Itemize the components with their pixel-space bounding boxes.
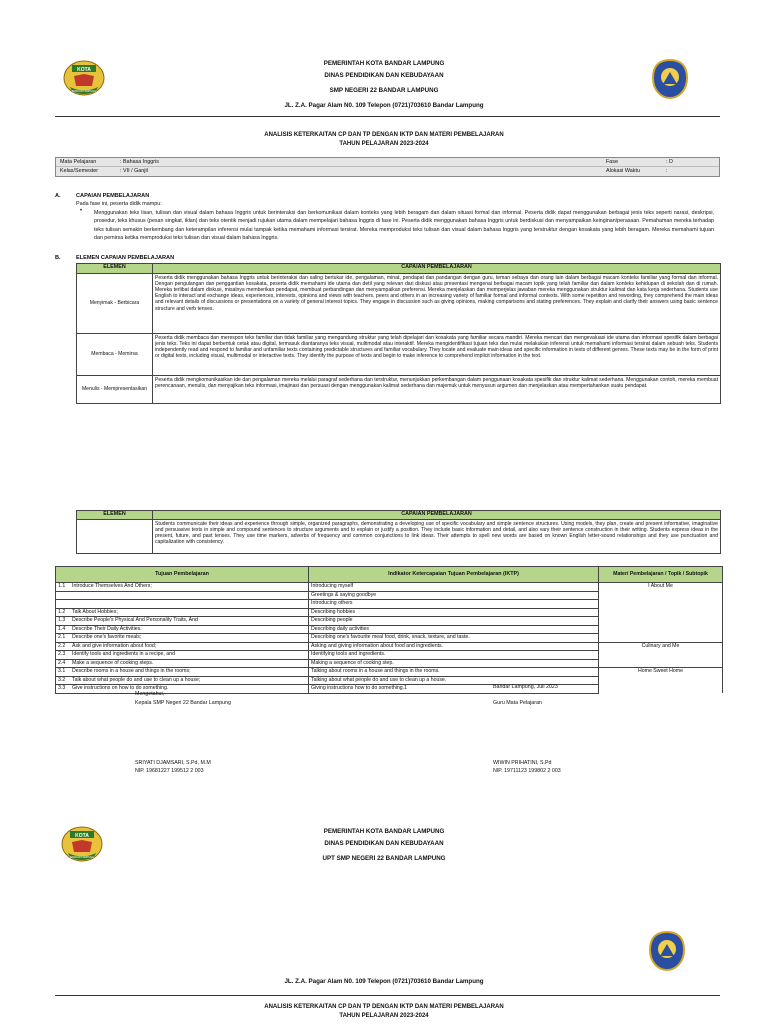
tp-number: 1.4 xyxy=(58,625,66,632)
tp-number: 1.2 xyxy=(58,608,66,615)
materi-cell: Culinary and Me xyxy=(599,642,723,651)
tp-number: 2.2 xyxy=(58,642,66,649)
iktp-cell: Describing one's favourite meal food, drink, snack, texture, and taste. xyxy=(309,634,599,643)
iktp-cell: Making a sequence of cooking step. xyxy=(309,659,599,668)
tp-iktp-table xyxy=(55,566,723,694)
tp-table-row xyxy=(56,600,723,609)
tp-table-body xyxy=(56,583,723,694)
subject-label: Mata Pelajaran xyxy=(60,158,97,165)
tp-number: 3.3 xyxy=(58,685,66,691)
iktp-cell: Greetings & saying goodbye xyxy=(309,591,599,600)
page2-divider xyxy=(55,995,720,996)
sign-teacher-nip: NIP. 19711123 199802 2 003 xyxy=(493,768,561,774)
tp-text: Give instructions on how to do something. xyxy=(72,685,169,691)
tp-number: 2.4 xyxy=(58,659,66,666)
tp-number: 3.1 xyxy=(58,668,66,674)
section-b-letter: B. xyxy=(55,255,61,261)
section-a-letter: A. xyxy=(55,193,61,199)
tp-table-row xyxy=(56,583,723,592)
iktp-cell: Describing daily activities xyxy=(309,625,599,634)
materi-cell: I About Me xyxy=(599,583,723,592)
sign-headmaster-title: Kepala SMP Negeri 22 Bandar Lampung xyxy=(135,700,231,706)
header-address: JL. Z.A. Pagar Alam N0. 109 Telepon (0721)703610 Bandar Lampung xyxy=(284,102,484,109)
page2-header-line-2: DINAS PENDIDIKAN DAN KEBUDAYAAN xyxy=(324,840,444,847)
tp-cell xyxy=(56,634,309,643)
iktp-cell: Introducing others xyxy=(309,600,599,609)
cp-elements-table xyxy=(76,263,721,404)
tp-table-row xyxy=(56,651,723,660)
sign-known: Mengetahui, xyxy=(135,691,165,697)
materi-cell xyxy=(599,634,723,643)
header-line-2: DINAS PENDIDIKAN DAN KEBUDAYAAN xyxy=(324,72,444,79)
tp-text: Talk About Hobbies; xyxy=(72,608,118,615)
tp-table-row xyxy=(56,625,723,634)
tp-text: Talk about what people do and use to clean up a house; xyxy=(72,676,201,683)
page2-header-line-1: PEMERINTAH KOTA BANDAR LAMPUNG xyxy=(323,828,445,835)
tp-cell xyxy=(56,685,309,694)
smp-emblem-logo-page2 xyxy=(648,930,686,972)
page2-header-line-3: UPT SMP NEGERI 22 BANDAR LAMPUNG xyxy=(322,855,446,862)
materi-cell xyxy=(599,651,723,660)
tp-number: 2.3 xyxy=(58,651,66,657)
cp-text-cell: Peserta didik mengkomunikasikan ide dan pengalaman mereka melalui paragraf sederhana dan terstruktur, menunjukkan perkembangan dalam penggunaan kosakata spesifik dan struktur kalimat sederhana. Menggunakan contoh, mereka membuat perencanaan, menulis, dan menyajikan teks informasi, imajinasi dan persuasi dengan menggunakan kalimat sederhana dan majemuk untuk menyusun argumen dan menjelaskan atau mempertahankan suatu pendapat. xyxy=(153,376,721,404)
iktp-header: Indikator Ketercapaian Tujuan Pembelajaran (IKTP) xyxy=(309,567,599,583)
tp-cell xyxy=(56,608,309,617)
tp-number: 1.3 xyxy=(58,617,66,623)
cp2-row xyxy=(77,520,721,554)
cp2-text-cell: Students communicate their ideas and experience through simple, organized paragraphs, demonstrating a developing use of specific vocabulary and simple sentence structures. Using models, they plan, create and present informative, imaginative and persuasive texts in simple and compound sentences to structure arguments and to explain or justify a position. They include basic information and detail, and also vary their sentence construction in their writing. Students express ideas in the present, future, and past tenses. They use time markers, adverbs of frequency and common conjunctions to link ideas. Their attempts to spell new words are based on known English letter-sound relationships and they use punctuation and capitalization with consistency. xyxy=(153,520,721,554)
time-value: : xyxy=(666,168,668,175)
meta-info-box xyxy=(55,157,720,177)
bullet-dot: • xyxy=(80,208,83,214)
class-value: : VII / Ganjil xyxy=(120,168,148,175)
tp-text: Describe Their Daily Activities. xyxy=(72,625,142,632)
page2-title: ANALISIS KETERKAITAN CP DAN TP DENGAN IKTP DAN MATERI PEMBELAJARAN xyxy=(264,1004,504,1010)
header-line-3: SMP NEGERI 22 BANDAR LAMPUNG xyxy=(329,87,439,94)
class-label: Kelas/Semester xyxy=(60,168,99,175)
page2-year: TAHUN PELAJARAN 2023-2024 xyxy=(339,1013,429,1019)
cp-header-cp: CAPAIAN PEMBELAJARAN xyxy=(153,264,721,274)
sign-place-date: Bandar Lampung, Juli 2023 xyxy=(493,684,558,690)
tp-cell xyxy=(56,642,309,651)
tp-text: Identify tools and ingredients in a recipe, and xyxy=(72,651,175,657)
iktp-cell: Giving instructions how to do something.1 xyxy=(309,685,599,694)
logo-ribbon-text-page2: BANDAR LAMPUNG xyxy=(69,856,95,859)
materi-cell xyxy=(599,625,723,634)
iktp-cell: Asking and giving information about food and ingredients. xyxy=(309,642,599,651)
tp-text: Make a sequence of cooking steps. xyxy=(72,659,154,666)
tp-text: Describe People's Physical And Personality Traits, And xyxy=(72,617,198,623)
cp-row-reading xyxy=(77,334,721,376)
materi-cell xyxy=(599,676,723,685)
iktp-cell: Talking about rooms in a house and things in the rooms. xyxy=(309,668,599,677)
document-title: ANALISIS KETERKAITAN CP DAN TP DENGAN IKTP DAN MATERI PEMBELAJARAN xyxy=(264,132,504,138)
tp-table-row xyxy=(56,659,723,668)
tp-number: 3.2 xyxy=(58,676,66,683)
tp-cell xyxy=(56,668,309,677)
logo-ribbon-text: BANDAR LAMPUNG xyxy=(71,90,97,93)
logo-text-page2: KOTA xyxy=(75,833,89,839)
section-a-paragraph: Menggunakan teks lisan, tulisan dan visual dalam bahasa Inggris untuk berinteraksi dan berkomunikasi dalam konteks yang lebih beragam dan dalam situasi formal dan informal. Peserta didik dapat menggunakan berbagai jenis teks seperti narasi, deskripsi, prosedur, teks khusus (pesan singkat, iklan) dan teks otentik menjadi rujukan utama dalam mempelajari bahasa Inggris di fase ini. Peserta didik menggunakan bahasa Inggris untuk berdiskusi dan menyampaikan keinginan/perasaan. Pemahaman mereka terhadap teks tulisan semakin berkembang dan keterampilan inferensi mulai tampak ketika memahami informasi tersirat. Mereka memproduksi teks tulisan dan visual dalam bahasa Inggris yang terstruktur dengan kosakata yang lebih beragam. Mereka memahami tujuan dan pemirsa ketika memproduksi teks tulisan dan visual dalam bahasa Inggris. xyxy=(94,210,714,242)
tp-table-row xyxy=(56,642,723,651)
tp-header: Tujuan Pembelajaran xyxy=(56,567,309,583)
tp-cell xyxy=(56,617,309,626)
tp-table-row xyxy=(56,617,723,626)
cp-row-listening xyxy=(77,274,721,334)
logo-text: KOTA xyxy=(77,67,91,73)
materi-cell xyxy=(599,659,723,668)
tp-cell xyxy=(56,659,309,668)
materi-header: Materi Pembelajaran / Topik / Subtopik xyxy=(599,567,723,583)
tp-text: Describe rooms in a house and things in the rooms; xyxy=(72,668,191,674)
materi-cell xyxy=(599,600,723,609)
tp-cell xyxy=(56,651,309,660)
sign-headmaster-name: SRIYATI DJAMSARI, S.Pd, M.M xyxy=(135,760,211,766)
tp-number: 2.1 xyxy=(58,634,66,640)
meta-row-2 xyxy=(56,167,719,176)
cp-english-table xyxy=(76,510,721,554)
materi-cell xyxy=(599,617,723,626)
header-line-1: PEMERINTAH KOTA BANDAR LAMPUNG xyxy=(323,60,445,67)
tp-table-row xyxy=(56,608,723,617)
meta-row-1 xyxy=(56,158,719,167)
cp-row-writing xyxy=(77,376,721,404)
time-label: Alokasi Waktu xyxy=(606,168,640,175)
materi-cell xyxy=(599,608,723,617)
sign-teacher-title: Guru Mata Pelajaran xyxy=(493,700,542,706)
subject-value: : Bahasa Inggris xyxy=(120,158,159,165)
cp2-header-cp: CAPAIAN PEMBELAJARAN xyxy=(153,511,721,520)
tp-cell xyxy=(56,625,309,634)
iktp-cell: Describing hobbies xyxy=(309,608,599,617)
tp-text: Describe one's favorite meals; xyxy=(72,634,142,640)
cp2-header-element: ELEMEN xyxy=(77,511,153,520)
tp-cell xyxy=(56,600,309,609)
sign-headmaster-nip: NIP. 19681227 199512 2 003 xyxy=(135,768,204,774)
phase-label: Fase xyxy=(606,158,618,165)
cp-text-cell: Peserta didik membaca dan merespon teks familiar dan tidak familiar yang mengandung struktur yang telah dipelajari dan kosakata yang familiar secara mandiri. Mereka mencari dan mengevaluasi ide utama dan informasi spesifik dalam berbagai jenis teks. Teks ini dapat berbentuk cetak atau digital, termasuk diantaranya teks visual, multimodal atau interaktif. Mereka mengidentifikasi tujuan teks dan mulai melakukan inferensi untuk memahami informasi tersirat dalam sebuah teks. Students independently read and respond to familiar and unfamiliar texts containing predictable structures and familiar vocabulary. They locate and evaluate main ideas and specific information in texts of different genres. These texts may be in the form of print or digital texts, including visual, multimodal or interactive texts. They identify the purpose of texts and begin to make inference to comprehend implicit information in the text. xyxy=(153,334,721,376)
section-a-heading: CAPAIAN PEMBELAJARAN xyxy=(76,193,150,199)
cp-header-element: ELEMEN xyxy=(77,264,153,274)
document-year: TAHUN PELAJARAN 2023-2024 xyxy=(339,141,429,147)
tp-cell xyxy=(56,676,309,685)
phase-value: : D xyxy=(666,158,673,165)
iktp-cell: Introducing myself xyxy=(309,583,599,592)
tp-cell xyxy=(56,591,309,600)
tp-table-row xyxy=(56,591,723,600)
header-divider xyxy=(55,116,720,117)
tp-table-row xyxy=(56,634,723,643)
sign-teacher-name: WIWIN PRIHATINI, S.Pd xyxy=(493,760,552,766)
cp2-element-cell xyxy=(77,520,153,554)
cp-text-cell: Peserta didik menggunakan bahasa Inggris untuk berinteraksi dan saling bertukar ide, pengalaman, minat, pendapat dan pandangan dengan guru, teman sebaya dan orang lain dalam berbagai macam konteks familiar yang formal dan informal. Dengan pengulangan dan penggantian kosakata, peserta didik memahami ide utama dan detil yang relevan dari diskusi atau presentasi mengenai berbagai macam topik yang telah familiar dan dalam konteks kehidupan di sekolah dan di rumah. Mereka terlibat dalam diskusi, misalnya memberikan pendapat, membuat perbandingan dan menyampaikan preferensi. Mereka menjelaskan dan memperjelas jawaban mereka menggunakan struktur kalimat dan kata kerja sederhana. Students use English to interact and exchange ideas, experiences, interests, opinions and views with teachers, peers and others in an increasing variety of familiar formal and informal contexts. With some repetition and rewording, they comprehend the main ideas and relevant details of discussions or presentations on a variety of general interest topics. They engage in discussion such as giving opinions, making comparisons and stating preferences. They explain and clarify their answers using basic sentence structure and verb tenses. xyxy=(153,274,721,334)
materi-cell xyxy=(599,685,723,694)
tp-text: Ask and give information about food; xyxy=(72,642,157,649)
iktp-cell: Describing people xyxy=(309,617,599,626)
materi-cell: Home Sweet Home xyxy=(599,668,723,677)
tp-table-row xyxy=(56,668,723,677)
tp-number: 1.1 xyxy=(58,583,66,589)
iktp-cell: Talking about what people do and use to clean up a house. xyxy=(309,676,599,685)
cp-element-cell: Menyimak - Berbicara xyxy=(77,274,153,334)
iktp-cell: Identifying tools and ingredients. xyxy=(309,651,599,660)
tp-table-row xyxy=(56,676,723,685)
materi-cell xyxy=(599,591,723,600)
cp-element-cell: Membaca - Memirsa xyxy=(77,334,153,376)
section-b-heading: ELEMEN CAPAIAN PEMBELAJARAN xyxy=(76,255,175,261)
tp-text: Introduce Themselves And Others; xyxy=(72,583,152,589)
cp-element-cell: Menulis - Mempresentasikan xyxy=(77,376,153,404)
page2-address: JL. Z.A. Pagar Alam N0. 109 Telepon (0721)703610 Bandar Lampung xyxy=(284,978,484,985)
tp-cell xyxy=(56,583,309,592)
section-a-intro: Pada fase ini, peserta didik mampu: xyxy=(76,201,162,207)
